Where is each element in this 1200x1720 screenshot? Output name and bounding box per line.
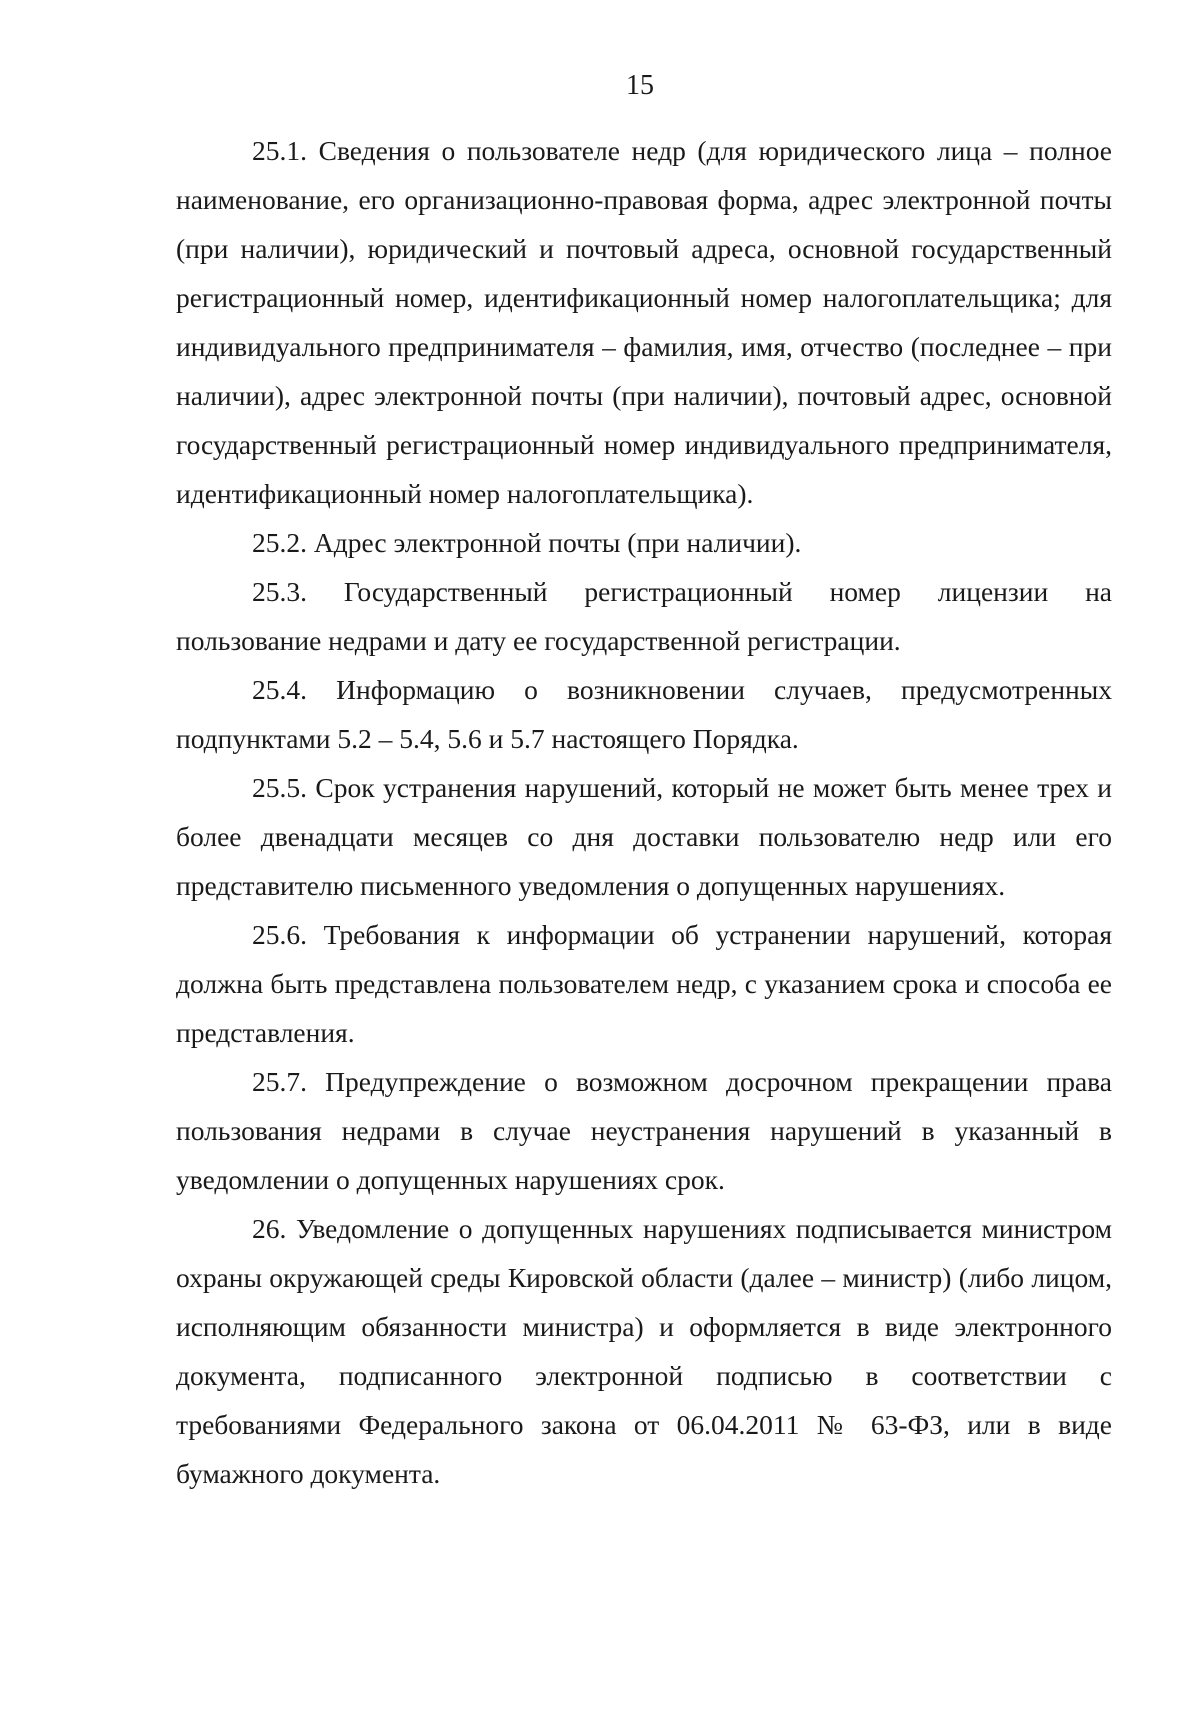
paragraph-25-7: 25.7. Предупреждение о возможном досрочном прекращении права пользования недрами в случае неустранения нарушений в указанный в уведомлении о допущенных нарушениях срок. xyxy=(176,1066,1112,1195)
page-number: 15 xyxy=(626,70,654,101)
paragraph-25-1: 25.1. Сведения о пользователе недр (для юридического лица – полное наименование, его организационно-правовая форма, адрес электронной почты (при наличии), юридический и почтовый адреса, основной государственный регистрационный номер, идентификационный номер налогоплательщика; для индивидуального предпринимателя – фамилия, имя, отчество (последнее – при наличии), адрес электронной почты (при наличии), почтовый адрес, основной государственный регистрационный номер индивидуального предпринимателя, идентификационный номер налогоплательщика). xyxy=(176,135,1112,509)
paragraph-25-2: 25.2. Адрес электронной почты (при наличии). xyxy=(252,527,802,558)
paragraph-26: 26. Уведомление о допущенных нарушениях подписывается министром охраны окружающей среды Кировской области (далее – министр) (либо лицом, исполняющим обязанности министра) и оформляется в виде электронного документа, подписанного электронной подписью в соответствии с требованиями Федерального закона от 06.04.2011 № 63-ФЗ, или в виде бумажного документа. xyxy=(176,1213,1112,1489)
document-body xyxy=(176,126,1112,1498)
paragraph-25-4: 25.4. Информацию о возникновении случаев, предусмотренных подпунктами 5.2 – 5.4, 5.6 и 5.7 настоящего Порядка. xyxy=(176,674,1112,754)
paragraph-25-6: 25.6. Требования к информации об устранении нарушений, которая должна быть представлена пользователем недр, с указанием срока и способа ее представления. xyxy=(176,919,1112,1048)
paragraph-25-3: 25.3. Государственный регистрационный номер лицензии на пользование недрами и дату ее государственной регистрации. xyxy=(176,576,1112,656)
paragraph-25-5: 25.5. Срок устранения нарушений, который не может быть менее трех и более двенадцати месяцев со дня доставки пользователю недр или его представителю письменного уведомления о допущенных нарушениях. xyxy=(176,772,1112,901)
